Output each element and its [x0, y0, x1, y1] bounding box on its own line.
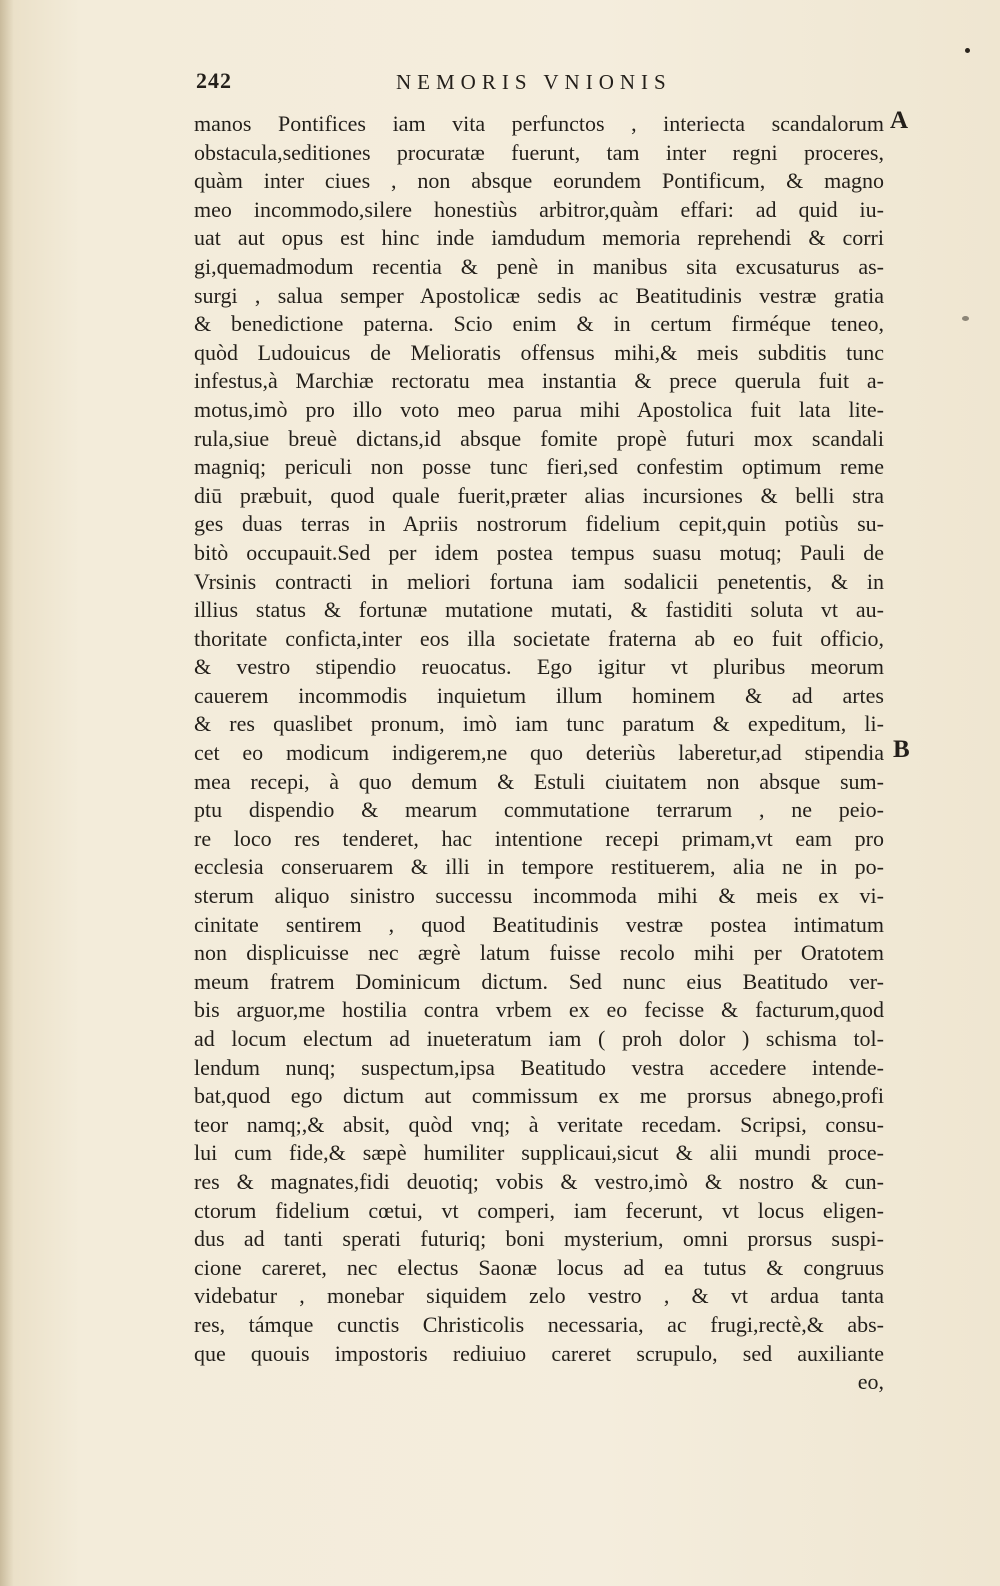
text-line: lendum nunq; suspectum,ipsa Beatitudo vestra accedere intende- — [194, 1054, 884, 1080]
text-line: bis arguor,me hostilia contra vrbem ex eo fecisse & facturum,quod — [194, 997, 884, 1023]
text-line: que quouis impostoris rediuiuo careret scrupulo, sed auxiliante — [194, 1340, 884, 1366]
text-line: & benedictione paterna. Scio enim & in certum firméque teneo, — [194, 311, 884, 337]
text-line: ges duas terras in Apriis nostrorum fidelium cepit,quin potiùs su- — [194, 511, 884, 537]
text-line: meo incommodo,silere honestiùs arbitror,quàm effari: ad quid iu- — [194, 196, 884, 222]
text-line: cione careret, nec electus Saonæ locus ad ea tutus & congruus — [194, 1254, 884, 1280]
text-line: uat aut opus est hinc inde iamdudum memoria reprehendi & corri — [194, 225, 884, 251]
text-line: illius status & fortunæ mutatione mutati, & fastiditi soluta vt au- — [194, 597, 884, 623]
text-line: videbatur , monebar siquidem zelo vestro , & vt ardua tanta — [194, 1283, 884, 1309]
text-line: quòd Ludouicus de Melioratis offensus mihi,& meis subditis tunc — [194, 339, 884, 365]
page-number: 242 — [196, 68, 232, 93]
text-line: rula,siue breuè dictans,id absque fomite propè futuri mox scandali — [194, 425, 884, 451]
text-line: gi,quemadmodum recentia & penè in manibus sita excusaturus as- — [194, 253, 884, 279]
text-line: surgi , salua semper Apostolicæ sedis ac Beatitudinis vestræ gratia — [194, 282, 884, 308]
ink-speck — [962, 316, 969, 321]
page-gutter-shadow — [0, 0, 14, 1586]
text-line: re loco res tenderet, hac intentione recepi primam,vt eam pro — [194, 825, 884, 851]
text-line: ecclesia conseruarem & illi in tempore restituerem, alia ne in po- — [194, 854, 884, 880]
text-line: ptu dispendio & mearum commutatione terrarum , ne peio- — [194, 797, 884, 823]
margin-letter-a: A — [890, 107, 909, 134]
text-line: & res quaslibet pronum, imò iam tunc paratum & expeditum, li- — [194, 711, 884, 737]
page-header — [196, 68, 886, 104]
text-line: meum fratrem Dominicum dictum. Sed nunc eius Beatitudo ver- — [194, 968, 884, 994]
text-line: ctorum fidelium cœtui, vt comperi, iam fecerunt, vt locus eligen- — [194, 1197, 884, 1223]
text-line: & vestro stipendio reuocatus. Ego igitur vt pluribus meorum — [194, 654, 884, 680]
text-line: dus ad tanti sperati futuriq; boni mysterium, omni prorsus suspi- — [194, 1226, 884, 1252]
text-line: ad locum electum ad inueteratum iam ( proh dolor ) schisma tol- — [194, 1026, 884, 1051]
text-line: infestus,à Marchiæ rectoratu mea instantia & prece querula fuit a- — [194, 368, 884, 394]
running-head: NEMORIS VNIONIS — [396, 70, 672, 94]
text-line: teor namq;,& absit, quòd vnq; à veritate recedam. Scripsi, consu- — [194, 1111, 884, 1137]
text-line: cauerem incommodis inquietum illum hominem & ad artes — [194, 682, 884, 708]
body-text — [194, 110, 884, 1397]
margin-letter-b: B — [893, 736, 910, 763]
text-line: diū præbuit, quod quale fuerit,præter alias incursiones & belli stra — [194, 482, 884, 508]
text-line: quàm inter ciues , non absque eorundem Pontificum, & magno — [194, 168, 884, 194]
text-line: cet eo modicum indigerem,ne quo deteriùs laberetur,ad stipendia — [194, 740, 884, 766]
text-line: magniq; periculi non posse tunc fieri,sed confestim optimum reme — [194, 454, 884, 480]
text-line: bat,quod ego dictum aut commissum ex me prorsus abnego,profi — [194, 1083, 884, 1109]
text-line: res, támque cunctis Christicolis necessaria, ac frugi,rectè,& abs- — [194, 1311, 884, 1337]
text-line: bitò occupauit.Sed per idem postea tempus suasu motuq; Pauli de — [194, 539, 884, 565]
text-line: thoritate conficta,inter eos illa societate fraterna ab eo fuit officio, — [194, 625, 884, 651]
ink-speck — [965, 48, 970, 53]
text-line: motus,imò pro illo voto meo parua mihi Apostolica fuit lata lite- — [194, 396, 884, 422]
catchword: eo, — [857, 1369, 884, 1395]
text-line: lui cum fide,& sæpè humiliter supplicaui,sicut & alii mundi proce- — [194, 1140, 884, 1166]
text-line: Vrsinis contracti in meliori fortuna iam sodalicii penetentis, & in — [194, 568, 884, 594]
text-line: res & magnates,fidi deuotiq; vobis & vestro,imò & nostro & cun- — [194, 1168, 884, 1194]
text-line: cinitate sentirem , quod Beatitudinis vestræ postea intimatum — [194, 911, 884, 937]
text-line: sterum aliquo sinistro successu incommoda mihi & meis ex vi- — [194, 883, 884, 909]
text-line: non displicuisse nec ægrè latum fuisse recolo mihi per Oratotem — [194, 940, 884, 966]
text-line: obstacula,seditiones procuratæ fuerunt, tam inter regni proceres, — [194, 139, 884, 165]
text-line: mea recepi, à quo demum & Estuli ciuitatem non absque sum- — [194, 768, 884, 794]
text-line: manos Pontifices iam vita perfunctos , interiecta scandalorum — [194, 111, 884, 136]
